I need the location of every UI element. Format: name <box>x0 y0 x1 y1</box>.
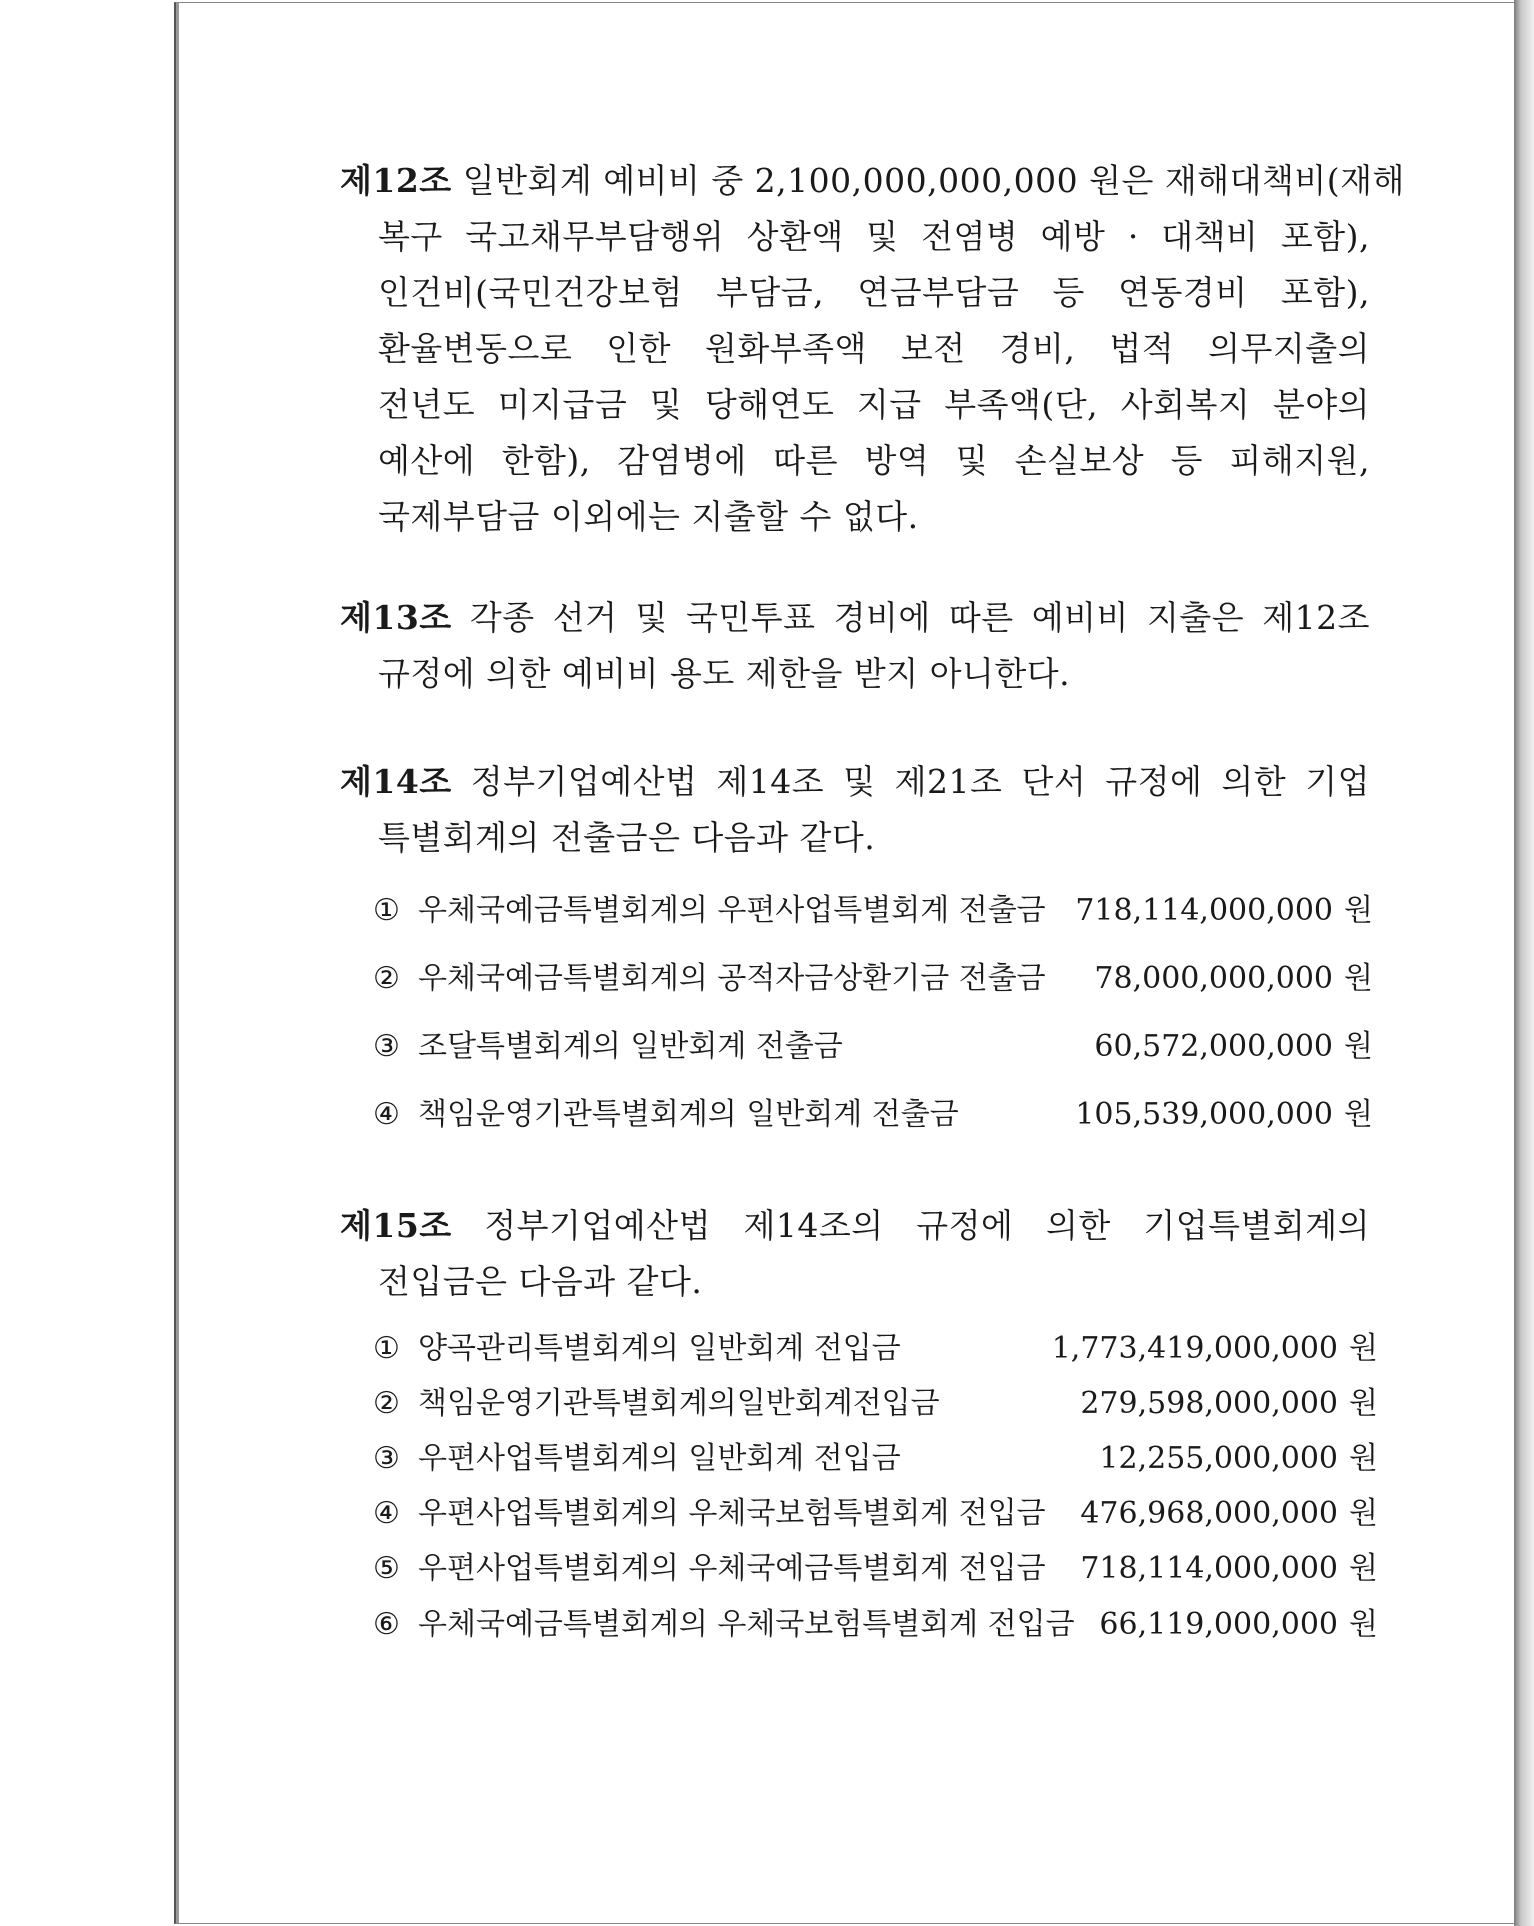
article-text-line: 예산에 한함), 감염병에 따른 방역 및 손실보상 등 피해지원, <box>378 441 1370 480</box>
item-amount: 105,539,000,000 <box>1075 1097 1333 1132</box>
item-unit: 원 <box>1349 1331 1378 1366</box>
item-number: ⑥ <box>373 1607 400 1642</box>
item-unit: 원 <box>1344 893 1373 928</box>
item-amount: 279,598,000,000 <box>1080 1386 1338 1421</box>
item-label: 책임운영기관특별회계의 일반회계 전출금 <box>418 1097 959 1132</box>
article-number: 제12조 <box>340 161 452 200</box>
article-text-line: 국제부담금 이외에는 지출할 수 없다. <box>378 497 919 536</box>
item-label: 우체국예금특별회계의 우체국보험특별회계 전입금 <box>418 1607 1075 1642</box>
list-item <box>373 960 1373 998</box>
item-label: 우편사업특별회계의 우체국보험특별회계 전입금 <box>418 1496 1046 1531</box>
item-unit: 원 <box>1344 961 1373 996</box>
list-item <box>373 1028 1373 1066</box>
article-text-line: 규정에 의한 예비비 용도 제한을 받지 아니한다. <box>378 654 1071 693</box>
item-unit: 원 <box>1344 1097 1373 1132</box>
page-edge-shadow <box>1514 0 1534 1926</box>
list-item <box>373 1096 1373 1134</box>
viewer-left-margin <box>0 0 172 1926</box>
item-label: 조달특별회계의 일반회계 전출금 <box>418 1029 843 1064</box>
article-number: 제13조 <box>340 598 452 637</box>
item-number: ④ <box>373 1496 400 1531</box>
item-amount: 60,572,000,000 <box>1094 1029 1333 1064</box>
list-item <box>373 1330 1378 1368</box>
item-label: 우편사업특별회계의 일반회계 전입금 <box>418 1441 901 1476</box>
list-item <box>373 1495 1378 1533</box>
item-label: 우체국예금특별회계의 공적자금상환기금 전출금 <box>418 961 1046 996</box>
item-unit: 원 <box>1349 1386 1378 1421</box>
article-text-line: 전년도 미지급금 및 당해연도 지급 부족액(단, 사회복지 분야의 <box>378 385 1370 424</box>
article-text-line: 일반회계 예비비 중 2,100,000,000,000 원은 재해대책비(재해 <box>462 161 1405 200</box>
list-item <box>373 1440 1378 1478</box>
list-item <box>373 1385 1378 1423</box>
item-unit: 원 <box>1349 1496 1378 1531</box>
item-amount: 12,255,000,000 <box>1099 1441 1338 1476</box>
item-amount: 718,114,000,000 <box>1080 1551 1338 1586</box>
item-amount: 476,968,000,000 <box>1080 1496 1338 1531</box>
item-unit: 원 <box>1349 1441 1378 1476</box>
item-amount: 78,000,000,000 <box>1094 961 1333 996</box>
item-unit: 원 <box>1349 1551 1378 1586</box>
item-label: 우편사업특별회계의 우체국예금특별회계 전입금 <box>418 1551 1046 1586</box>
item-number: ① <box>373 893 400 928</box>
item-number: ② <box>373 961 400 996</box>
list-item <box>373 1606 1378 1644</box>
item-amount: 718,114,000,000 <box>1075 893 1333 928</box>
item-number: ③ <box>373 1441 400 1476</box>
item-unit: 원 <box>1349 1607 1378 1642</box>
article-text-line: 각종 선거 및 국민투표 경비에 따른 예비비 지출은 제12조 <box>469 598 1370 637</box>
item-number: ⑤ <box>373 1551 400 1586</box>
article-number: 제15조 <box>340 1206 452 1245</box>
item-amount: 1,773,419,000,000 <box>1051 1331 1338 1366</box>
article-text-line: 정부기업예산법 제14조의 규정에 의한 기업특별회계의 <box>484 1206 1370 1245</box>
item-number: ④ <box>373 1097 400 1132</box>
article-text-line: 정부기업예산법 제14조 및 제21조 단서 규정에 의한 기업 <box>470 762 1370 801</box>
item-label: 책임운영기관특별회계의일반회계전입금 <box>418 1386 940 1421</box>
article-text-line: 인건비(국민건강보험 부담금, 연금부담금 등 연동경비 포함), <box>378 273 1370 312</box>
list-item <box>373 1550 1378 1588</box>
article-text-line: 복구 국고채무부담행위 상환액 및 전염병 예방 · 대책비 포함), <box>378 217 1370 256</box>
article-text-line: 전입금은 다음과 같다. <box>378 1262 703 1301</box>
article-text-line: 특별회계의 전출금은 다음과 같다. <box>378 818 876 857</box>
item-number: ② <box>373 1386 400 1421</box>
item-label: 양곡관리특별회계의 일반회계 전입금 <box>418 1331 901 1366</box>
item-unit: 원 <box>1344 1029 1373 1064</box>
item-amount: 66,119,000,000 <box>1099 1607 1338 1642</box>
list-item <box>373 892 1373 930</box>
item-number: ① <box>373 1331 400 1366</box>
article-number: 제14조 <box>340 762 452 801</box>
item-number: ③ <box>373 1029 400 1064</box>
article-text-line: 환율변동으로 인한 원화부족액 보전 경비, 법적 의무지출의 <box>378 329 1370 368</box>
item-label: 우체국예금특별회계의 우편사업특별회계 전출금 <box>418 893 1046 928</box>
